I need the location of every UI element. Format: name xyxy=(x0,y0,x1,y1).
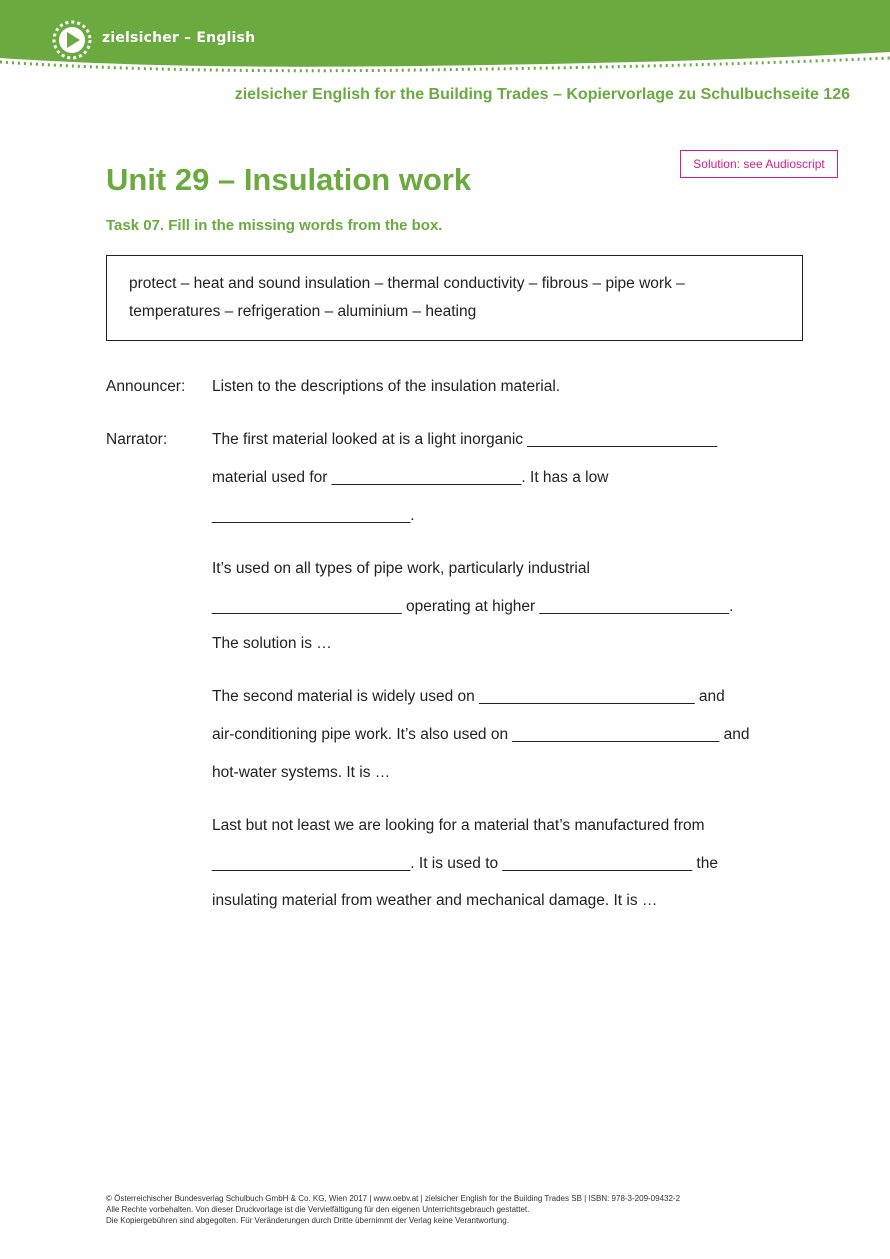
word-box-line-2: temperatures – refrigeration – aluminium – heating xyxy=(129,303,477,320)
narrator-line: insulating material from weather and mechanical damage. It is … xyxy=(212,892,658,909)
narrator-line: _______________________. xyxy=(212,507,415,524)
footer-line-3: Die Kopiergebühren sind abgegolten. Für Veränderungen durch Dritte übernimmt der Verlag keine Verantwortung. xyxy=(106,1216,509,1225)
footer xyxy=(106,1193,680,1226)
narrator-line: Last but not least we are looking for a material that’s manufactured from xyxy=(212,817,705,834)
narrator-line: The second material is widely used on _________________________ and xyxy=(212,688,725,705)
narrator-line: It’s used on all types of pipe work, particularly industrial xyxy=(212,560,590,577)
narrator-line: The first material looked at is a light inorganic ______________________ xyxy=(212,431,717,448)
narrator-label: Narrator: xyxy=(106,431,168,448)
unit-title: Unit 29 – Insulation work xyxy=(106,162,472,197)
footer-line-2: Alle Rechte vorbehalten. Von dieser Druckvorlage ist die Vervielfältigung für den eigenen Unterrichtsgebrauch gestattet. xyxy=(106,1205,530,1214)
task-title: Task 07. Fill in the missing words from the box. xyxy=(106,217,443,234)
narrator-line: material used for ______________________. It has a low xyxy=(212,469,609,486)
narrator-line: air-conditioning pipe work. It’s also used on ________________________ and xyxy=(212,726,750,743)
announcer-label: Announcer: xyxy=(106,378,186,395)
word-box-line-1: protect – heat and sound insulation – thermal conductivity – fibrous – pipe work – xyxy=(129,275,685,292)
page-subtitle: zielsicher English for the Building Trades – Kopiervorlage zu Schulbuchseite 126 xyxy=(234,86,850,103)
brand-logo-text: zielsicher – English xyxy=(102,30,256,46)
solution-note: Solution: see Audioscript xyxy=(680,150,838,178)
narrator-line: The solution is … xyxy=(212,635,332,652)
footer-line-1: © Österreichischer Bundesverlag Schulbuch GmbH & Co. KG, Wien 2017 | www.oebv.at | zielsicher English for the Building Trades SB | ISBN: 978-3-209-09432-2 xyxy=(106,1194,681,1203)
narrator-line: hot-water systems. It is … xyxy=(212,764,391,781)
narrator-line: _______________________. It is used to ______________________ the xyxy=(212,855,718,872)
narrator-line: ______________________ operating at higher ______________________. xyxy=(212,598,734,615)
announcer-text: Listen to the descriptions of the insulation material. xyxy=(212,378,561,395)
word-box xyxy=(106,255,803,341)
